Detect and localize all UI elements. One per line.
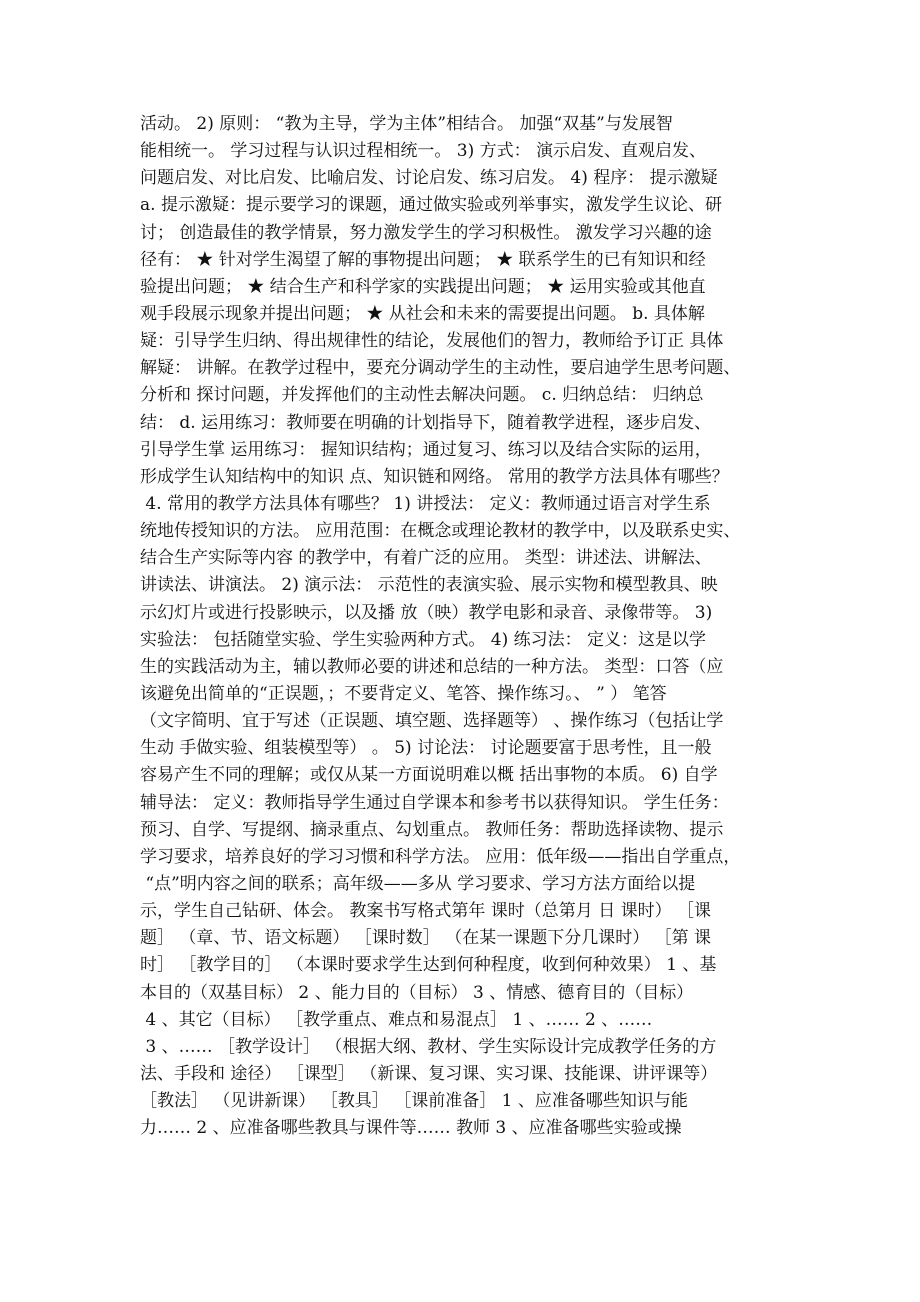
text-line: 结合生产实际等内容 的教学中，有着广泛的应用。 类型：讲述法、讲解法、 — [140, 548, 712, 569]
text-line: 实验法： 包括随堂实验、学生实验两种方式。 4) 练习法： 定义：这是以学 — [140, 629, 707, 650]
text-line: 活动。 2) 原则： “教为主导，学为主体”相结合。 加强“双基”与发展智 — [140, 114, 673, 134]
text-line: 径有： ★ 针对学生渴望了解的事物提出问题； ★ 联系学生的已有知识和经 — [140, 249, 706, 270]
text-line: 容易产生不同的理解；或仅从某一方面说明难以概 括出事物的本质。 6) 自学 — [140, 765, 718, 786]
text-line: 时］ ［教学目的］ （本课时要求学生达到何种程度，收到何种效果） 1 、基 — [140, 955, 717, 976]
text-line: 引导学生掌 运用练习： 握知识结构；通过复习、练习以及结合实际的运用， — [140, 439, 712, 460]
text-line: （文字简明、宜于写述（正误题、填空题、选择题等） 、操作练习（包括让学 — [140, 711, 724, 732]
text-line: 法、手段和 途径） ［课型］ （新课、复习课、实习课、技能课、讲评课等） — [140, 1063, 718, 1084]
text-line: 讨； 创造最佳的教学情景，努力激发学生的学习积极性。 激发学习兴趣的途 — [140, 222, 712, 243]
text-line: 问题启发、对比启发、比喻启发、讨论启发、练习启发。 4) 程序： 提示激疑 — [140, 168, 718, 189]
text-line: 辅导法： 定义：教师指导学生通过自学课本和参考书以获得知识。 学生任务： — [140, 792, 729, 813]
text-line: 4. 常用的教学方法具体有哪些？ 1) 讲授法： 定义：教师通过语言对学生系 — [140, 493, 711, 514]
text-line: “点”明内容之间的联系；高年级——多从 学习要求、学习方法方面给以提 — [140, 873, 696, 894]
text-line: 示，学生自己钻研、体会。 教案书写格式第年 课时（总第月 日 课时） ［课 — [140, 901, 712, 922]
body-text — [140, 111, 790, 1142]
text-line: 结： d. 运用练习：教师要在明确的计划指导下，随着教学进程，逐步启发、 — [140, 412, 712, 433]
text-line: 形成学生认知结构中的知识 点、知识链和网络。 常用的教学方法具体有哪些？ — [140, 466, 729, 487]
text-line: 3 、…… ［教学设计］ （根据大纲、教材、学生实际设计完成教学任务的方 — [140, 1036, 717, 1057]
text-line: 力…… 2 、应准备哪些教具与课件等…… 教师 3 、应准备哪些实验或操 — [140, 1118, 682, 1139]
text-line: 示幻灯片或进行投影映示，以及播 放（映）教学电影和录音、录像带等。 3) — [140, 602, 713, 623]
text-line: 分析和 探讨问题，并发挥他们的主动性去解决问题。 c. 归纳总结： 归纳总 — [140, 385, 704, 406]
text-line: 生的实践活动为主，辅以教师必要的讲述和总结的一种方法。 类型：口答（应 — [140, 656, 724, 677]
text-line: 解疑： 讲解。在教学过程中，要充分调动学生的主动性，要启迪学生思考问题、 — [140, 358, 741, 379]
text-line: 讲读法、讲演法。 2) 演示法： 示范性的表演实验、展示实物和模型教具、映 — [140, 575, 718, 596]
text-line: 疑：引导学生归纳、得出规律性的结论，发展他们的智力，教师给予订正 具体 — [140, 331, 724, 352]
text-line: 学习要求，培养良好的学习习惯和科学方法。 应用：低年级——指出自学重点， — [140, 846, 741, 867]
text-line: ［教法］ （见讲新课） ［教具］ ［课前准备］ 1 、应准备哪些知识与能 — [140, 1091, 688, 1112]
text-line: a. 提示激疑：提示要学习的课题，通过做实验或列举事实，激发学生议论、研 — [140, 195, 722, 216]
text-line: 观手段展示现象并提出问题； ★ 从社会和未来的需要提出问题。 b. 具体解 — [140, 303, 705, 324]
text-line: 生动 手做实验、组装模型等） 。 5) 讨论法： 讨论题要富于思考性，且一般 — [140, 738, 712, 759]
text-line: 验提出问题； ★ 结合生产和科学家的实践提出问题； ★ 运用实验或其他直 — [140, 276, 706, 297]
text-line: 预习、自学、写提纲、摘录重点、勾划重点。 教师任务：帮助选择读物、提示 — [140, 819, 724, 840]
text-line: 题］ （章、节、语文标题） ［课时数］ （在某一课题下分几课时） ［第 课 — [140, 928, 712, 949]
text-line: 该避免出简单的“正误题，；不要背定义、笔答、操作练习。、 ” ） 笔答 — [140, 683, 667, 704]
text-line: 4 、其它（目标） ［教学重点、难点和易混点］ 1 、…… 2 、…… — [140, 1009, 653, 1030]
text-line: 本目的（双基目标） 2 、能力目的（目标） 3 、情感、德育目的（目标） — [140, 982, 694, 1003]
text-line: 统地传授知识的方法。 应用范围：在概念或理论教材的教学中，以及联系史实、 — [140, 521, 741, 542]
text-line: 能相统一。 学习过程与认识过程相统一。 3) 方式： 演示启发、直观启发、 — [140, 141, 707, 162]
